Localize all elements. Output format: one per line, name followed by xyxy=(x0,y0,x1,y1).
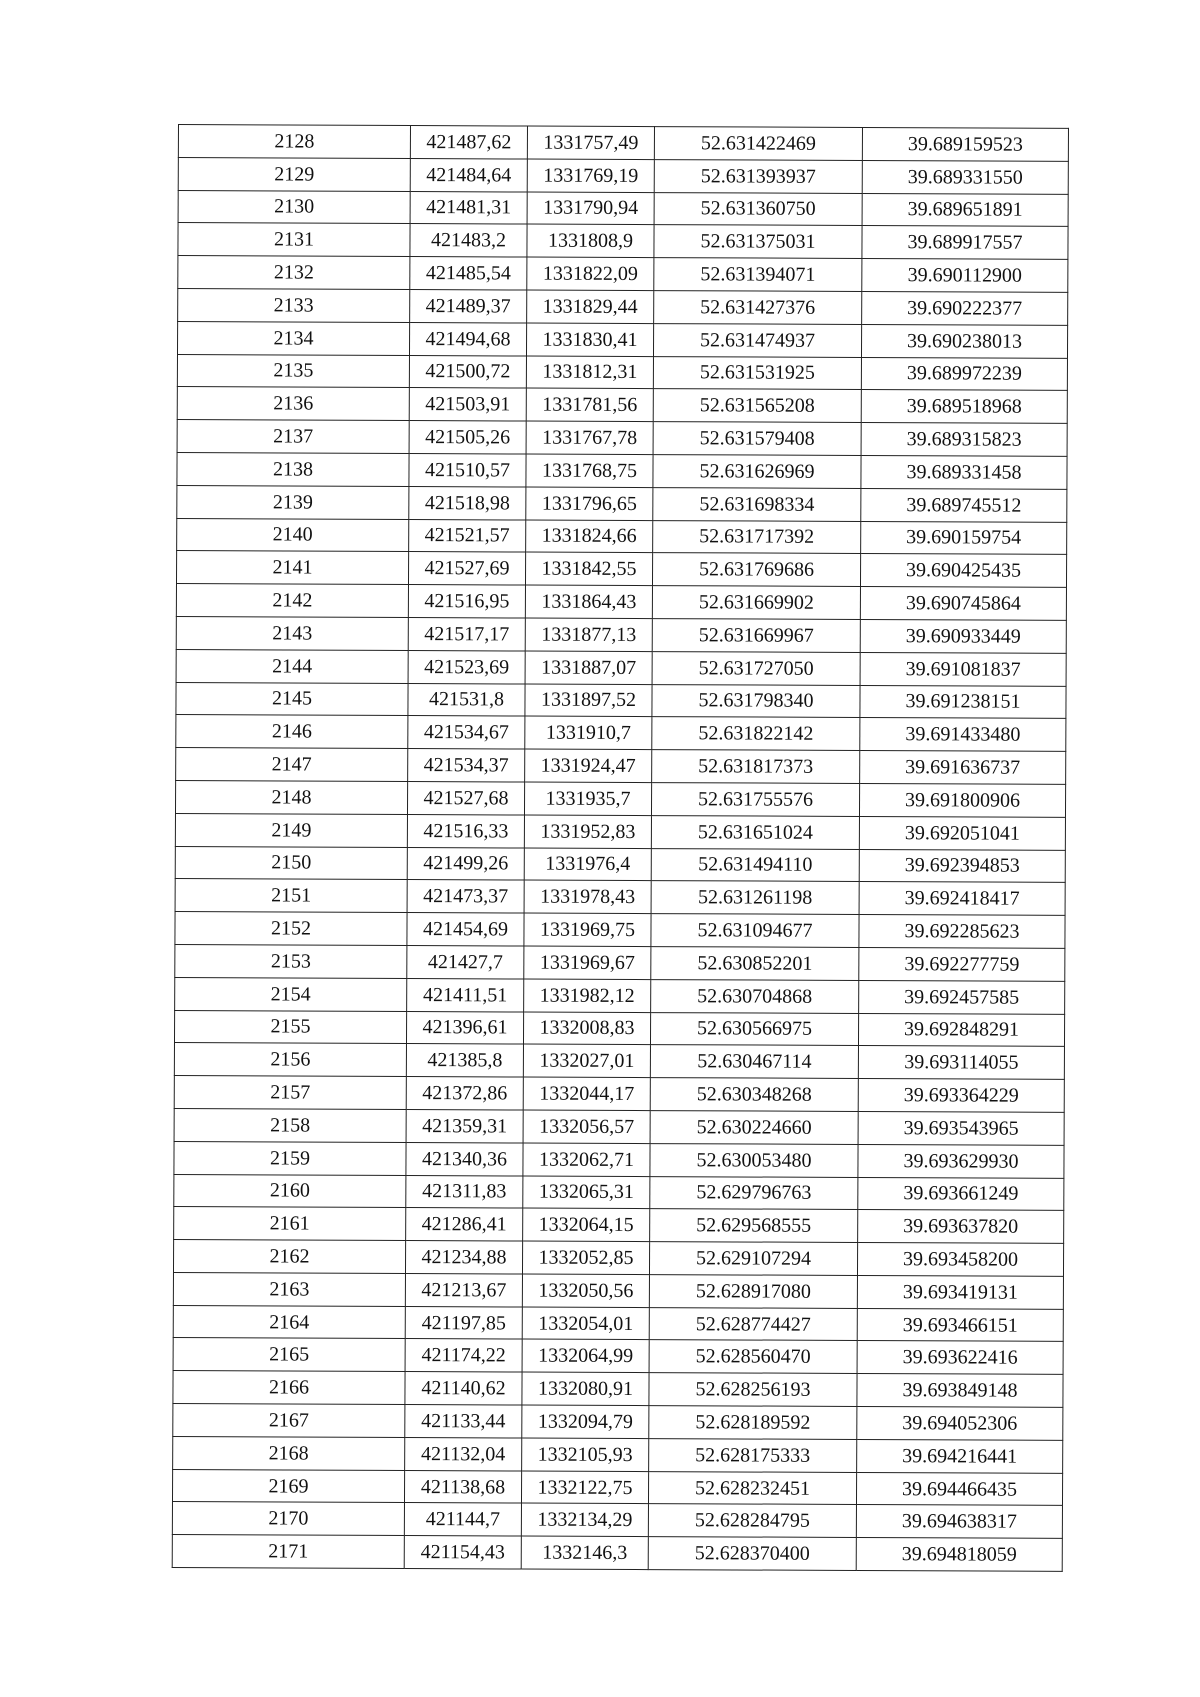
longitude-cell: 39.689331550 xyxy=(862,160,1068,194)
latitude-cell: 52.628189592 xyxy=(649,1406,857,1440)
longitude-cell: 39.691636737 xyxy=(860,751,1066,785)
latitude-cell: 52.631669902 xyxy=(652,586,860,620)
x-coordinate-cell: 421197,85 xyxy=(405,1306,522,1339)
latitude-cell: 52.631531925 xyxy=(653,356,861,390)
latitude-cell: 52.631817373 xyxy=(652,750,860,784)
longitude-cell: 39.692848291 xyxy=(858,1013,1064,1047)
longitude-cell: 39.690112900 xyxy=(862,259,1068,293)
longitude-cell: 39.692457585 xyxy=(859,980,1065,1014)
x-coordinate-cell: 421427,7 xyxy=(407,945,524,978)
point-number-cell: 2167 xyxy=(173,1404,405,1438)
y-coordinate-cell: 1331808,9 xyxy=(527,224,654,257)
longitude-cell: 39.694466435 xyxy=(856,1472,1062,1506)
table-row xyxy=(177,387,1067,424)
longitude-cell: 39.690933449 xyxy=(860,619,1066,653)
y-coordinate-cell: 1331978,43 xyxy=(524,880,651,913)
longitude-cell: 39.690745864 xyxy=(860,587,1066,621)
point-number-cell: 2163 xyxy=(173,1272,405,1306)
longitude-cell: 39.692394853 xyxy=(859,849,1065,883)
table-row xyxy=(176,682,1066,719)
point-number-cell: 2153 xyxy=(175,944,407,978)
point-number-cell: 2148 xyxy=(175,780,407,814)
point-number-cell: 2136 xyxy=(177,387,409,421)
longitude-cell: 39.689651891 xyxy=(862,193,1068,227)
point-number-cell: 2131 xyxy=(178,223,410,257)
table-row xyxy=(172,1469,1062,1506)
x-coordinate-cell: 421487,62 xyxy=(410,126,527,159)
latitude-cell: 52.630467114 xyxy=(650,1045,858,1079)
y-coordinate-cell: 1331976,4 xyxy=(524,848,651,881)
y-coordinate-cell: 1331830,41 xyxy=(526,323,653,356)
table-row xyxy=(178,223,1068,260)
latitude-cell: 52.631565208 xyxy=(653,389,861,423)
table-row xyxy=(178,125,1068,162)
x-coordinate-cell: 421483,2 xyxy=(410,224,527,257)
y-coordinate-cell: 1332080,91 xyxy=(522,1372,649,1405)
latitude-cell: 52.630852201 xyxy=(651,946,859,980)
latitude-cell: 52.628284795 xyxy=(648,1504,856,1538)
y-coordinate-cell: 1331864,43 xyxy=(525,585,652,618)
point-number-cell: 2159 xyxy=(174,1141,406,1175)
table-row xyxy=(176,584,1066,621)
latitude-cell: 52.631669967 xyxy=(652,619,860,653)
latitude-cell: 52.628917080 xyxy=(649,1274,857,1308)
y-coordinate-cell: 1332056,57 xyxy=(523,1110,650,1143)
x-coordinate-cell: 421213,67 xyxy=(405,1273,522,1306)
latitude-cell: 52.630053480 xyxy=(650,1143,858,1177)
point-number-cell: 2130 xyxy=(178,190,410,224)
longitude-cell: 39.689745512 xyxy=(861,488,1067,522)
x-coordinate-cell: 421372,86 xyxy=(406,1077,523,1110)
latitude-cell: 52.631698334 xyxy=(653,487,861,521)
table-row xyxy=(177,354,1067,391)
point-number-cell: 2138 xyxy=(177,452,409,486)
table-row xyxy=(177,321,1067,358)
y-coordinate-cell: 1331796,65 xyxy=(526,487,653,520)
latitude-cell: 52.631717392 xyxy=(653,520,861,554)
x-coordinate-cell: 421523,69 xyxy=(408,650,525,683)
longitude-cell: 39.689917557 xyxy=(862,226,1068,260)
y-coordinate-cell: 1332064,99 xyxy=(522,1339,649,1372)
latitude-cell: 52.631094677 xyxy=(651,914,859,948)
y-coordinate-cell: 1332062,71 xyxy=(523,1143,650,1176)
x-coordinate-cell: 421484,64 xyxy=(410,158,527,191)
point-number-cell: 2157 xyxy=(174,1076,406,1110)
table-row xyxy=(173,1338,1063,1375)
table-row xyxy=(175,846,1065,883)
y-coordinate-cell: 1331910,7 xyxy=(525,716,652,749)
table-row xyxy=(174,1141,1064,1178)
point-number-cell: 2150 xyxy=(175,846,407,880)
table-row xyxy=(175,813,1065,850)
latitude-cell: 52.631579408 xyxy=(653,422,861,456)
point-number-cell: 2152 xyxy=(175,912,407,946)
longitude-cell: 39.692277759 xyxy=(859,947,1065,981)
latitude-cell: 52.631394071 xyxy=(654,258,862,292)
longitude-cell: 39.692285623 xyxy=(859,915,1065,949)
x-coordinate-cell: 421534,37 xyxy=(408,749,525,782)
x-coordinate-cell: 421531,8 xyxy=(408,683,525,716)
coordinates-table-body xyxy=(172,125,1068,1572)
y-coordinate-cell: 1331812,31 xyxy=(526,356,653,389)
x-coordinate-cell: 421359,31 xyxy=(406,1109,523,1142)
y-coordinate-cell: 1331822,09 xyxy=(527,257,654,290)
longitude-cell: 39.691800906 xyxy=(859,783,1065,817)
table-row xyxy=(173,1240,1063,1277)
latitude-cell: 52.630348268 xyxy=(650,1078,858,1112)
longitude-cell: 39.694638317 xyxy=(856,1505,1062,1539)
x-coordinate-cell: 421527,69 xyxy=(408,552,525,585)
table-row xyxy=(176,649,1066,686)
latitude-cell: 52.631360750 xyxy=(654,192,862,226)
point-number-cell: 2129 xyxy=(178,157,410,191)
point-number-cell: 2146 xyxy=(176,715,408,749)
latitude-cell: 52.631474937 xyxy=(653,323,861,357)
table-row xyxy=(176,616,1066,653)
y-coordinate-cell: 1331924,47 xyxy=(525,749,652,782)
longitude-cell: 39.693849148 xyxy=(857,1374,1063,1408)
latitude-cell: 52.630566975 xyxy=(650,1012,858,1046)
latitude-cell: 52.631651024 xyxy=(651,815,859,849)
x-coordinate-cell: 421385,8 xyxy=(406,1044,523,1077)
x-coordinate-cell: 421132,04 xyxy=(405,1437,522,1470)
x-coordinate-cell: 421505,26 xyxy=(409,421,526,454)
point-number-cell: 2142 xyxy=(176,584,408,618)
table-row xyxy=(176,748,1066,785)
latitude-cell: 52.628175333 xyxy=(649,1438,857,1472)
latitude-cell: 52.631798340 xyxy=(652,684,860,718)
y-coordinate-cell: 1331781,56 xyxy=(526,388,653,421)
point-number-cell: 2145 xyxy=(176,682,408,716)
y-coordinate-cell: 1332008,83 xyxy=(523,1012,650,1045)
longitude-cell: 39.694052306 xyxy=(857,1407,1063,1441)
point-number-cell: 2160 xyxy=(174,1174,406,1208)
y-coordinate-cell: 1331767,78 xyxy=(526,421,653,454)
longitude-cell: 39.693364229 xyxy=(858,1079,1064,1113)
point-number-cell: 2155 xyxy=(174,1010,406,1044)
x-coordinate-cell: 421499,26 xyxy=(407,847,524,880)
longitude-cell: 39.691433480 xyxy=(860,718,1066,752)
latitude-cell: 52.628256193 xyxy=(649,1373,857,1407)
point-number-cell: 2132 xyxy=(178,256,410,290)
y-coordinate-cell: 1331768,75 xyxy=(526,454,653,487)
x-coordinate-cell: 421516,33 xyxy=(407,814,524,847)
point-number-cell: 2166 xyxy=(173,1371,405,1405)
longitude-cell: 39.689159523 xyxy=(862,127,1068,161)
table-row xyxy=(178,288,1068,325)
point-number-cell: 2165 xyxy=(173,1338,405,1372)
y-coordinate-cell: 1332105,93 xyxy=(522,1438,649,1471)
latitude-cell: 52.629568555 xyxy=(650,1209,858,1243)
longitude-cell: 39.693543965 xyxy=(858,1111,1064,1145)
point-number-cell: 2133 xyxy=(178,288,410,322)
longitude-cell: 39.690238013 xyxy=(861,324,1067,358)
longitude-cell: 39.693622416 xyxy=(857,1341,1063,1375)
point-number-cell: 2149 xyxy=(175,813,407,847)
x-coordinate-cell: 421521,57 xyxy=(409,519,526,552)
table-row xyxy=(173,1305,1063,1342)
x-coordinate-cell: 421527,68 xyxy=(407,781,524,814)
longitude-cell: 39.693458200 xyxy=(857,1243,1063,1277)
longitude-cell: 39.693419131 xyxy=(857,1275,1063,1309)
longitude-cell: 39.691081837 xyxy=(860,652,1066,686)
point-number-cell: 2147 xyxy=(176,748,408,782)
x-coordinate-cell: 421234,88 xyxy=(405,1241,522,1274)
y-coordinate-cell: 1331952,83 xyxy=(524,815,651,848)
table-row xyxy=(174,1076,1064,1113)
longitude-cell: 39.693114055 xyxy=(858,1046,1064,1080)
x-coordinate-cell: 421481,31 xyxy=(410,191,527,224)
latitude-cell: 52.631494110 xyxy=(651,848,859,882)
latitude-cell: 52.628774427 xyxy=(649,1307,857,1341)
latitude-cell: 52.631626969 xyxy=(653,455,861,489)
table-row xyxy=(177,518,1067,555)
point-number-cell: 2169 xyxy=(172,1469,404,1503)
latitude-cell: 52.628232451 xyxy=(648,1471,856,1505)
y-coordinate-cell: 1331829,44 xyxy=(527,290,654,323)
x-coordinate-cell: 421500,72 xyxy=(409,355,526,388)
y-coordinate-cell: 1331877,13 xyxy=(525,618,652,651)
latitude-cell: 52.629796763 xyxy=(650,1176,858,1210)
y-coordinate-cell: 1332027,01 xyxy=(523,1044,650,1077)
y-coordinate-cell: 1332044,17 xyxy=(523,1077,650,1110)
x-coordinate-cell: 421485,54 xyxy=(410,257,527,290)
point-number-cell: 2151 xyxy=(175,879,407,913)
longitude-cell: 39.692051041 xyxy=(859,816,1065,850)
x-coordinate-cell: 421411,51 xyxy=(407,978,524,1011)
latitude-cell: 52.631393937 xyxy=(654,159,862,193)
table-row xyxy=(177,452,1067,489)
x-coordinate-cell: 421286,41 xyxy=(406,1208,523,1241)
latitude-cell: 52.631427376 xyxy=(654,291,862,325)
point-number-cell: 2161 xyxy=(174,1207,406,1241)
latitude-cell: 52.631261198 xyxy=(651,881,859,915)
longitude-cell: 39.690159754 xyxy=(861,521,1067,555)
y-coordinate-cell: 1331824,66 xyxy=(526,520,653,553)
x-coordinate-cell: 421454,69 xyxy=(407,913,524,946)
x-coordinate-cell: 421534,67 xyxy=(408,716,525,749)
table-row xyxy=(176,715,1066,752)
longitude-cell: 39.690425435 xyxy=(860,554,1066,588)
x-coordinate-cell: 421503,91 xyxy=(409,388,526,421)
latitude-cell: 52.631769686 xyxy=(652,553,860,587)
latitude-cell: 52.631422469 xyxy=(654,127,862,161)
x-coordinate-cell: 421144,7 xyxy=(404,1503,521,1536)
table-row xyxy=(178,190,1068,227)
table-row xyxy=(175,879,1065,916)
table-row xyxy=(173,1272,1063,1309)
table-row xyxy=(173,1371,1063,1408)
x-coordinate-cell: 421396,61 xyxy=(406,1011,523,1044)
longitude-cell: 39.692418417 xyxy=(859,882,1065,916)
longitude-cell: 39.689331458 xyxy=(861,455,1067,489)
y-coordinate-cell: 1332122,75 xyxy=(521,1471,648,1504)
table-row xyxy=(172,1502,1062,1539)
longitude-cell: 39.693661249 xyxy=(858,1177,1064,1211)
table-row xyxy=(174,1043,1064,1080)
y-coordinate-cell: 1331887,07 xyxy=(525,651,652,684)
point-number-cell: 2156 xyxy=(174,1043,406,1077)
latitude-cell: 52.628370400 xyxy=(648,1537,856,1571)
y-coordinate-cell: 1331982,12 xyxy=(524,979,651,1012)
table-row xyxy=(172,1535,1062,1572)
table-row xyxy=(178,157,1068,194)
y-coordinate-cell: 1332065,31 xyxy=(523,1176,650,1209)
latitude-cell: 52.631822142 xyxy=(652,717,860,751)
longitude-cell: 39.693466151 xyxy=(857,1308,1063,1342)
table-row xyxy=(174,1108,1064,1145)
y-coordinate-cell: 1331790,94 xyxy=(527,192,654,225)
x-coordinate-cell: 421516,95 xyxy=(408,585,525,618)
point-number-cell: 2135 xyxy=(177,354,409,388)
y-coordinate-cell: 1331969,75 xyxy=(524,913,651,946)
y-coordinate-cell: 1332050,56 xyxy=(522,1274,649,1307)
y-coordinate-cell: 1332054,01 xyxy=(522,1307,649,1340)
latitude-cell: 52.629107294 xyxy=(649,1242,857,1276)
longitude-cell: 39.693629930 xyxy=(858,1144,1064,1178)
point-number-cell: 2158 xyxy=(174,1108,406,1142)
table-row xyxy=(173,1404,1063,1441)
point-number-cell: 2171 xyxy=(172,1535,404,1569)
table-row xyxy=(175,912,1065,949)
x-coordinate-cell: 421489,37 xyxy=(410,289,527,322)
table-row xyxy=(177,485,1067,522)
y-coordinate-cell: 1332146,3 xyxy=(521,1536,648,1569)
table-row xyxy=(177,420,1067,457)
longitude-cell: 39.689518968 xyxy=(861,390,1067,424)
longitude-cell: 39.694216441 xyxy=(857,1439,1063,1473)
table-row xyxy=(173,1436,1063,1473)
y-coordinate-cell: 1331935,7 xyxy=(524,782,651,815)
y-coordinate-cell: 1332052,85 xyxy=(522,1241,649,1274)
y-coordinate-cell: 1332064,15 xyxy=(523,1208,650,1241)
y-coordinate-cell: 1331842,55 xyxy=(525,552,652,585)
table-row xyxy=(175,977,1065,1014)
table-row xyxy=(178,256,1068,293)
y-coordinate-cell: 1331969,67 xyxy=(524,946,651,979)
x-coordinate-cell: 421517,17 xyxy=(408,617,525,650)
x-coordinate-cell: 421138,68 xyxy=(404,1470,521,1503)
point-number-cell: 2154 xyxy=(175,977,407,1011)
x-coordinate-cell: 421154,43 xyxy=(404,1536,521,1569)
point-number-cell: 2137 xyxy=(177,420,409,454)
x-coordinate-cell: 421473,37 xyxy=(407,880,524,913)
y-coordinate-cell: 1331769,19 xyxy=(527,159,654,192)
x-coordinate-cell: 421140,62 xyxy=(405,1372,522,1405)
x-coordinate-cell: 421174,22 xyxy=(405,1339,522,1372)
longitude-cell: 39.689315823 xyxy=(861,423,1067,457)
table-row xyxy=(175,780,1065,817)
latitude-cell: 52.631375031 xyxy=(654,225,862,259)
point-number-cell: 2139 xyxy=(177,485,409,519)
latitude-cell: 52.628560470 xyxy=(649,1340,857,1374)
x-coordinate-cell: 421133,44 xyxy=(405,1405,522,1438)
y-coordinate-cell: 1331757,49 xyxy=(527,126,654,159)
point-number-cell: 2143 xyxy=(176,616,408,650)
latitude-cell: 52.630704868 xyxy=(651,979,859,1013)
x-coordinate-cell: 421340,36 xyxy=(406,1142,523,1175)
point-number-cell: 2140 xyxy=(177,518,409,552)
longitude-cell: 39.694818059 xyxy=(856,1538,1062,1572)
table-row xyxy=(175,944,1065,981)
point-number-cell: 2134 xyxy=(177,321,409,355)
table-row xyxy=(174,1174,1064,1211)
x-coordinate-cell: 421311,83 xyxy=(406,1175,523,1208)
y-coordinate-cell: 1332134,29 xyxy=(521,1503,648,1536)
x-coordinate-cell: 421518,98 xyxy=(409,486,526,519)
point-number-cell: 2141 xyxy=(176,551,408,585)
table-row xyxy=(174,1010,1064,1047)
point-number-cell: 2162 xyxy=(173,1240,405,1274)
longitude-cell: 39.690222377 xyxy=(862,291,1068,325)
latitude-cell: 52.631755576 xyxy=(651,783,859,817)
y-coordinate-cell: 1331897,52 xyxy=(525,684,652,717)
x-coordinate-cell: 421510,57 xyxy=(409,453,526,486)
point-number-cell: 2170 xyxy=(172,1502,404,1536)
table-row xyxy=(176,551,1066,588)
point-number-cell: 2168 xyxy=(173,1436,405,1470)
point-number-cell: 2164 xyxy=(173,1305,405,1339)
table-row xyxy=(174,1207,1064,1244)
latitude-cell: 52.630224660 xyxy=(650,1110,858,1144)
latitude-cell: 52.631727050 xyxy=(652,651,860,685)
coordinates-table xyxy=(172,124,1069,1572)
y-coordinate-cell: 1332094,79 xyxy=(522,1405,649,1438)
longitude-cell: 39.693637820 xyxy=(858,1210,1064,1244)
point-number-cell: 2144 xyxy=(176,649,408,683)
point-number-cell: 2128 xyxy=(178,125,410,159)
longitude-cell: 39.689972239 xyxy=(861,357,1067,391)
longitude-cell: 39.691238151 xyxy=(860,685,1066,719)
x-coordinate-cell: 421494,68 xyxy=(409,322,526,355)
